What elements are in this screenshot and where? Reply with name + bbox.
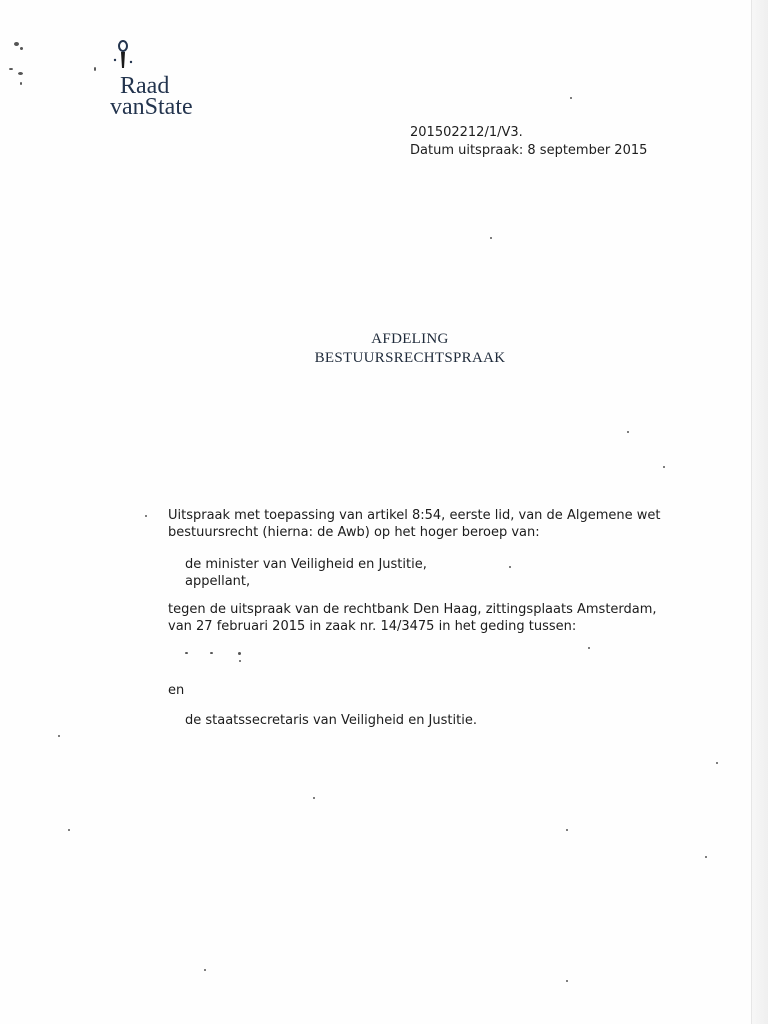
- scan-speck: [9, 68, 13, 70]
- scan-speck: [490, 237, 492, 239]
- appellant-name: de minister van Veiligheid en Justitie,: [185, 557, 427, 572]
- scan-speck: [716, 762, 718, 764]
- appealed-ruling-line-1: tegen de uitspraak van de rechtbank Den Haag, zittingsplaats Amsterdam,: [168, 602, 657, 617]
- raad-van-state-logo: [108, 38, 228, 120]
- scan-speck: [663, 466, 665, 468]
- scan-speck: [210, 652, 213, 654]
- scan-speck: [627, 431, 629, 433]
- scan-speck: [566, 829, 568, 831]
- intro-line-2: bestuursrecht (hierna: de Awb) op het hoger beroep van:: [168, 525, 540, 540]
- appellant-party: [185, 556, 427, 590]
- scan-speck: [58, 735, 60, 737]
- scan-speck: [145, 515, 147, 517]
- logo-text-van-state: vanState: [110, 94, 193, 120]
- scan-speck: [20, 47, 23, 50]
- scan-speck: [313, 797, 315, 799]
- scan-speck: [68, 829, 70, 831]
- logo-text-raad: Raad: [120, 73, 170, 99]
- scan-speck: [705, 856, 707, 858]
- scan-speck: [204, 969, 206, 971]
- scan-speck: [238, 652, 241, 655]
- scan-speck: [18, 72, 23, 75]
- case-number: 201502212/1/V3.: [410, 125, 523, 140]
- ruling-date: Datum uitspraak: 8 september 2015: [410, 143, 648, 158]
- respondent-party: de staatssecretaris van Veiligheid en Justitie.: [185, 713, 477, 728]
- intro-line-1: Uitspraak met toepassing van artikel 8:54, eerste lid, van de Algemene wet: [168, 508, 661, 523]
- scan-speck: [239, 660, 241, 662]
- scan-speck: [20, 82, 22, 85]
- scan-speck: [588, 647, 590, 649]
- heading-line-1: AFDELING: [371, 331, 449, 347]
- scan-edge: [751, 0, 768, 1024]
- division-heading: [260, 330, 560, 368]
- appellant-role: appellant,: [185, 574, 251, 589]
- scan-speck: [14, 42, 19, 46]
- logo-emblem-icon: [113, 40, 133, 72]
- conjunction-text: en: [168, 683, 185, 698]
- case-reference: [410, 124, 647, 160]
- intro-paragraph: [168, 507, 660, 541]
- appealed-ruling-line-2: van 27 februari 2015 in zaak nr. 14/3475 in het geding tussen:: [168, 619, 577, 634]
- scan-speck: [566, 980, 568, 982]
- scan-speck: [185, 652, 188, 654]
- scan-speck: [570, 97, 572, 99]
- heading-line-2: BESTUURSRECHTSPRAAK: [314, 350, 506, 366]
- scan-speck: [509, 566, 511, 568]
- appealed-ruling-paragraph: [168, 601, 657, 635]
- scan-speck: [94, 67, 96, 71]
